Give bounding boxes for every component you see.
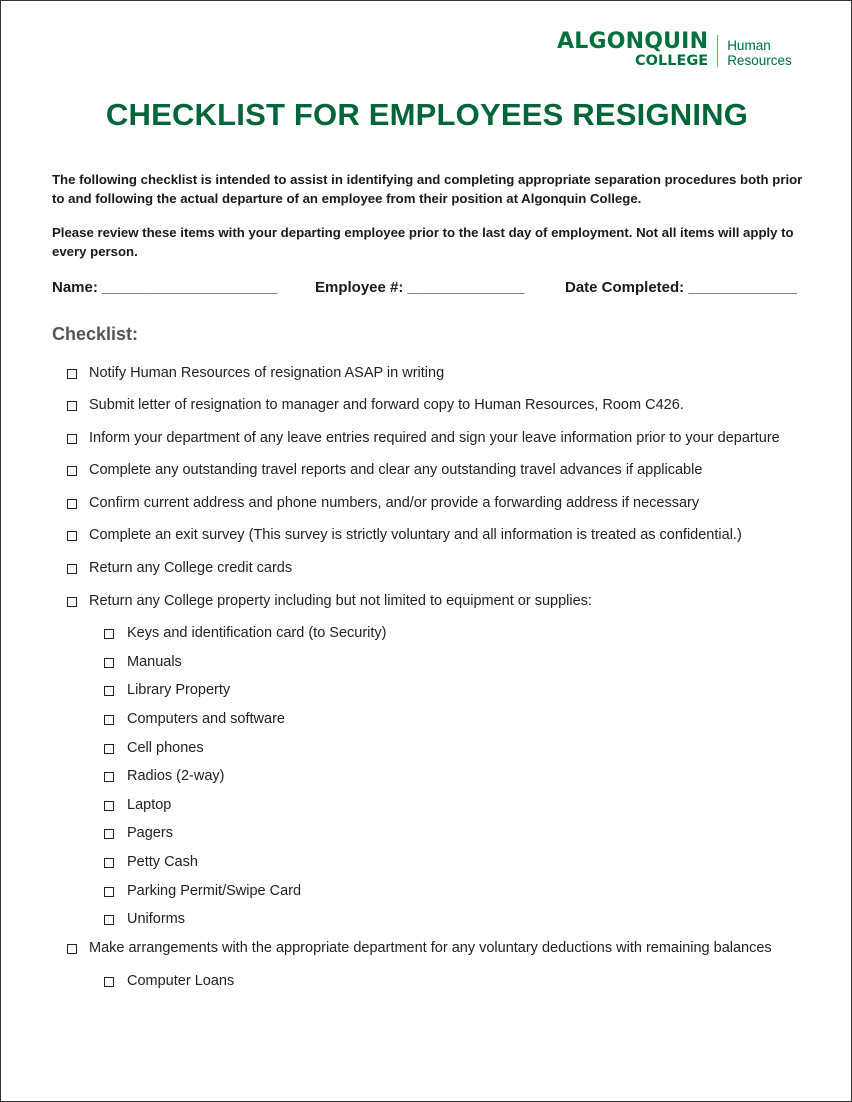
deduction-item-label: Computer Loans — [127, 973, 235, 989]
checkbox[interactable] — [104, 715, 114, 725]
property-item-label: Radios (2-way) — [127, 768, 225, 784]
property-item-label: Library Property — [127, 682, 231, 698]
checkbox[interactable] — [104, 686, 114, 696]
checkbox[interactable] — [67, 499, 77, 509]
checklist-item-label: Return any College credit cards — [89, 560, 293, 576]
checkbox[interactable] — [67, 597, 77, 607]
property-item-label: Uniforms — [127, 911, 186, 927]
property-item-label: Keys and identification card (to Security) — [127, 625, 387, 641]
college-logo — [557, 31, 792, 69]
logo-dept-line2: Resources — [727, 52, 792, 68]
employee-number-field[interactable]: Employee #: ______________ — [315, 279, 525, 296]
logo-wordmark — [557, 31, 708, 69]
checkbox[interactable] — [104, 915, 114, 925]
logo-dept-line1: Human — [727, 38, 771, 53]
property-item-label: Parking Permit/Swipe Card — [127, 883, 302, 899]
checkbox[interactable] — [67, 434, 77, 444]
checklist-item-label: Return any College property including but not limited to equipment or supplies: — [89, 593, 592, 609]
checklist-item-label: Complete any outstanding travel reports and clear any outstanding travel advances if applicable — [89, 462, 703, 478]
property-item-label: Manuals — [127, 654, 182, 670]
checkbox[interactable] — [67, 944, 77, 954]
checkbox[interactable] — [67, 369, 77, 379]
property-item-label: Pagers — [127, 825, 173, 841]
property-item-label: Computers and software — [127, 711, 285, 727]
checkbox[interactable] — [104, 629, 114, 639]
intro-paragraph-1: The following checklist is intended to assist in identifying and completing appropriate separation procedures both prior to and following the actual departure of an employee from their position at Algonquin College. — [52, 172, 803, 206]
checkbox[interactable] — [104, 658, 114, 668]
logo-line1: ALGONQUIN — [557, 29, 709, 54]
logo-department — [727, 39, 792, 68]
checklist-item-label: Complete an exit survey (This survey is strictly voluntary and all information is treated as confidential.) — [89, 527, 742, 543]
date-completed-field[interactable]: Date Completed: _____________ — [565, 279, 797, 296]
logo-divider — [717, 35, 718, 67]
checklist-item-label: Make arrangements with the appropriate department for any voluntary deductions with remaining balances — [89, 940, 772, 956]
checkbox[interactable] — [104, 772, 114, 782]
checkbox[interactable] — [67, 531, 77, 541]
property-item-label: Cell phones — [127, 740, 204, 756]
checklist-item-label: Notify Human Resources of resignation ASAP in writing — [89, 365, 445, 381]
checkbox[interactable] — [104, 801, 114, 811]
checkbox[interactable] — [67, 401, 77, 411]
property-item-label: Laptop — [127, 797, 172, 813]
checklist-item-label: Inform your department of any leave entries required and sign your leave information prior to your departure — [89, 430, 780, 446]
logo-line2: COLLEGE — [635, 53, 709, 69]
checkbox[interactable] — [104, 744, 114, 754]
checklist-item-label: Confirm current address and phone numbers, and/or provide a forwarding address if necessary — [89, 495, 700, 511]
property-item-label: Petty Cash — [127, 854, 198, 870]
page-title: CHECKLIST FOR EMPLOYEES RESIGNING — [105, 97, 749, 132]
checkbox[interactable] — [104, 829, 114, 839]
checkbox[interactable] — [104, 977, 114, 987]
checkbox[interactable] — [67, 564, 77, 574]
checklist-item-label: Submit letter of resignation to manager and forward copy to Human Resources, Room C426. — [89, 397, 684, 413]
checkbox[interactable] — [104, 858, 114, 868]
checkbox[interactable] — [67, 466, 77, 476]
checklist-heading: Checklist: — [52, 324, 139, 344]
intro-paragraph-2: Please review these items with your departing employee prior to the last day of employment. Not all items will apply to every person. — [52, 225, 794, 259]
checkbox[interactable] — [104, 887, 114, 897]
name-field[interactable]: Name: _____________________ — [52, 279, 278, 296]
